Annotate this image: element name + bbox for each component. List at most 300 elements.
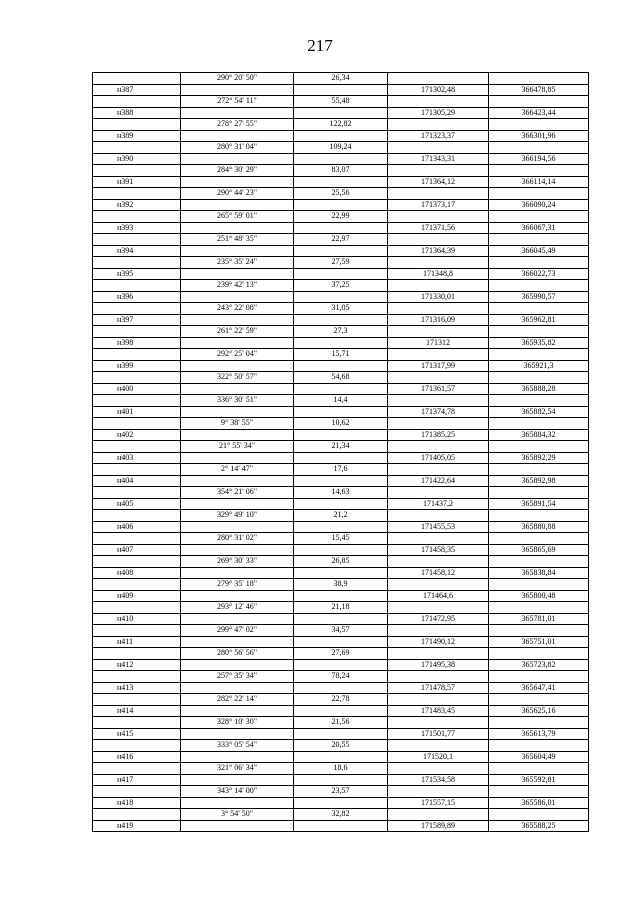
distance-cell: 20,55 xyxy=(294,740,388,752)
x-coordinate-cell: 171364,12 xyxy=(388,176,489,188)
coordinates-table-body xyxy=(93,73,589,832)
x-coordinate-cell xyxy=(388,234,489,246)
y-coordinate-cell xyxy=(489,602,589,614)
x-coordinate-cell xyxy=(388,303,489,315)
point-name-cell xyxy=(93,119,181,131)
point-row xyxy=(93,245,589,257)
distance-cell xyxy=(294,153,388,165)
point-name-cell xyxy=(93,671,181,683)
point-name-cell xyxy=(93,740,181,752)
distance-cell: 23,57 xyxy=(294,786,388,798)
x-coordinate-cell xyxy=(388,395,489,407)
x-coordinate-cell: 171464,6 xyxy=(388,590,489,602)
y-coordinate-cell: 365892,98 xyxy=(489,475,589,487)
y-coordinate-cell xyxy=(489,441,589,453)
bearing-cell xyxy=(181,314,294,326)
y-coordinate-cell xyxy=(489,326,589,338)
x-coordinate-cell xyxy=(388,671,489,683)
segment-row xyxy=(93,96,589,108)
y-coordinate-cell: 365892,29 xyxy=(489,452,589,464)
bearing-cell xyxy=(181,797,294,809)
x-coordinate-cell xyxy=(388,119,489,131)
x-coordinate-cell: 171501,77 xyxy=(388,728,489,740)
distance-cell xyxy=(294,337,388,349)
segment-row xyxy=(93,372,589,384)
bearing-cell xyxy=(181,521,294,533)
point-row xyxy=(93,452,589,464)
point-name-cell: н389 xyxy=(93,130,181,142)
y-coordinate-cell xyxy=(489,464,589,476)
y-coordinate-cell xyxy=(489,73,589,85)
distance-cell: 22,78 xyxy=(294,694,388,706)
segment-row xyxy=(93,625,589,637)
point-row xyxy=(93,636,589,648)
x-coordinate-cell xyxy=(388,464,489,476)
point-row xyxy=(93,682,589,694)
bearing-cell: 321° 06' 34" xyxy=(181,763,294,775)
y-coordinate-cell xyxy=(489,349,589,361)
y-coordinate-cell: 366194,56 xyxy=(489,153,589,165)
segment-row xyxy=(93,165,589,177)
x-coordinate-cell: 171361,57 xyxy=(388,383,489,395)
x-coordinate-cell: 171317,99 xyxy=(388,360,489,372)
x-coordinate-cell: 171472,95 xyxy=(388,613,489,625)
point-row xyxy=(93,521,589,533)
distance-cell: 21,34 xyxy=(294,441,388,453)
x-coordinate-cell xyxy=(388,763,489,775)
point-name-cell: н392 xyxy=(93,199,181,211)
bearing-cell: 292° 25' 04" xyxy=(181,349,294,361)
distance-cell xyxy=(294,406,388,418)
x-coordinate-cell: 171520,1 xyxy=(388,751,489,763)
y-coordinate-cell xyxy=(489,395,589,407)
bearing-cell xyxy=(181,452,294,464)
bearing-cell xyxy=(181,705,294,717)
point-name-cell xyxy=(93,165,181,177)
point-name-cell: н413 xyxy=(93,682,181,694)
bearing-cell xyxy=(181,360,294,372)
distance-cell xyxy=(294,567,388,579)
x-coordinate-cell xyxy=(388,372,489,384)
point-name-cell: н410 xyxy=(93,613,181,625)
distance-cell xyxy=(294,107,388,119)
x-coordinate-cell xyxy=(388,257,489,269)
y-coordinate-cell xyxy=(489,556,589,568)
x-coordinate-cell xyxy=(388,694,489,706)
distance-cell xyxy=(294,590,388,602)
bearing-cell: 257° 35' 34" xyxy=(181,671,294,683)
segment-row xyxy=(93,441,589,453)
bearing-cell xyxy=(181,498,294,510)
point-name-cell xyxy=(93,556,181,568)
distance-cell: 27,3 xyxy=(294,326,388,338)
y-coordinate-cell xyxy=(489,625,589,637)
bearing-cell: 265° 59' 01" xyxy=(181,211,294,223)
bearing-cell: 328° 10' 30" xyxy=(181,717,294,729)
point-row xyxy=(93,774,589,786)
segment-row xyxy=(93,303,589,315)
x-coordinate-cell xyxy=(388,142,489,154)
bearing-cell xyxy=(181,774,294,786)
distance-cell: 22,99 xyxy=(294,211,388,223)
point-name-cell: н405 xyxy=(93,498,181,510)
x-coordinate-cell: 171348,8 xyxy=(388,268,489,280)
x-coordinate-cell: 171478,57 xyxy=(388,682,489,694)
point-name-cell: н407 xyxy=(93,544,181,556)
point-name-cell xyxy=(93,763,181,775)
x-coordinate-cell xyxy=(388,809,489,821)
distance-cell xyxy=(294,176,388,188)
y-coordinate-cell xyxy=(489,372,589,384)
distance-cell: 122,82 xyxy=(294,119,388,131)
x-coordinate-cell: 171557,15 xyxy=(388,797,489,809)
bearing-cell: 278° 27' 55" xyxy=(181,119,294,131)
y-coordinate-cell: 365723,82 xyxy=(489,659,589,671)
distance-cell: 27,59 xyxy=(294,257,388,269)
point-row xyxy=(93,705,589,717)
point-name-cell xyxy=(93,280,181,292)
y-coordinate-cell: 366301,96 xyxy=(489,130,589,142)
bearing-cell xyxy=(181,659,294,671)
y-coordinate-cell xyxy=(489,740,589,752)
bearing-cell: 293° 12' 46" xyxy=(181,602,294,614)
segment-row xyxy=(93,326,589,338)
x-coordinate-cell: 171534,58 xyxy=(388,774,489,786)
segment-row xyxy=(93,464,589,476)
y-coordinate-cell: 366114,14 xyxy=(489,176,589,188)
bearing-cell xyxy=(181,130,294,142)
segment-row xyxy=(93,487,589,499)
y-coordinate-cell xyxy=(489,257,589,269)
y-coordinate-cell xyxy=(489,809,589,821)
bearing-cell: 235° 35' 24" xyxy=(181,257,294,269)
x-coordinate-cell: 171312 xyxy=(388,337,489,349)
x-coordinate-cell xyxy=(388,579,489,591)
distance-cell xyxy=(294,291,388,303)
x-coordinate-cell xyxy=(388,73,489,85)
point-name-cell xyxy=(93,487,181,499)
point-name-cell xyxy=(93,211,181,223)
distance-cell: 15,71 xyxy=(294,349,388,361)
y-coordinate-cell xyxy=(489,763,589,775)
y-coordinate-cell: 365891,54 xyxy=(489,498,589,510)
segment-row xyxy=(93,211,589,223)
y-coordinate-cell xyxy=(489,188,589,200)
point-name-cell: н387 xyxy=(93,84,181,96)
x-coordinate-cell xyxy=(388,211,489,223)
bearing-cell xyxy=(181,383,294,395)
point-name-cell xyxy=(93,303,181,315)
distance-cell xyxy=(294,774,388,786)
point-name-cell: н416 xyxy=(93,751,181,763)
y-coordinate-cell: 365592,81 xyxy=(489,774,589,786)
point-name-cell: н419 xyxy=(93,820,181,832)
distance-cell: 14,63 xyxy=(294,487,388,499)
x-coordinate-cell xyxy=(388,441,489,453)
y-coordinate-cell xyxy=(489,533,589,545)
bearing-cell xyxy=(181,337,294,349)
x-coordinate-cell: 171302,48 xyxy=(388,84,489,96)
bearing-cell xyxy=(181,176,294,188)
bearing-cell xyxy=(181,636,294,648)
distance-cell xyxy=(294,613,388,625)
page-number: 217 xyxy=(307,36,333,55)
distance-cell: 14,4 xyxy=(294,395,388,407)
y-coordinate-cell xyxy=(489,142,589,154)
point-name-cell: н395 xyxy=(93,268,181,280)
y-coordinate-cell xyxy=(489,418,589,430)
x-coordinate-cell xyxy=(388,349,489,361)
segment-row xyxy=(93,257,589,269)
x-coordinate-cell: 171316,09 xyxy=(388,314,489,326)
bearing-cell: 290° 20' 50" xyxy=(181,73,294,85)
x-coordinate-cell: 171483,45 xyxy=(388,705,489,717)
bearing-cell: 333° 05' 54" xyxy=(181,740,294,752)
segment-row xyxy=(93,234,589,246)
point-row xyxy=(93,130,589,142)
y-coordinate-cell: 365781,01 xyxy=(489,613,589,625)
distance-cell xyxy=(294,659,388,671)
bearing-cell: 239° 42' 13" xyxy=(181,280,294,292)
distance-cell: 17,6 xyxy=(294,464,388,476)
bearing-cell: 9° 38' 55" xyxy=(181,418,294,430)
bearing-cell: 290° 44' 23" xyxy=(181,188,294,200)
point-name-cell xyxy=(93,326,181,338)
distance-cell: 26,34 xyxy=(294,73,388,85)
point-name-cell: н402 xyxy=(93,429,181,441)
segment-row xyxy=(93,648,589,660)
point-name-cell: н396 xyxy=(93,291,181,303)
bearing-cell: 354° 21' 06" xyxy=(181,487,294,499)
bearing-cell xyxy=(181,153,294,165)
point-name-cell xyxy=(93,464,181,476)
bearing-cell xyxy=(181,222,294,234)
x-coordinate-cell: 171305,29 xyxy=(388,107,489,119)
y-coordinate-cell: 365838,84 xyxy=(489,567,589,579)
distance-cell xyxy=(294,429,388,441)
distance-cell xyxy=(294,452,388,464)
y-coordinate-cell: 365586,01 xyxy=(489,797,589,809)
distance-cell: 38,9 xyxy=(294,579,388,591)
segment-row xyxy=(93,763,589,775)
distance-cell: 83,07 xyxy=(294,165,388,177)
distance-cell xyxy=(294,544,388,556)
y-coordinate-cell xyxy=(489,579,589,591)
y-coordinate-cell: 365962,81 xyxy=(489,314,589,326)
distance-cell: 21,56 xyxy=(294,717,388,729)
distance-cell xyxy=(294,705,388,717)
segment-row xyxy=(93,533,589,545)
x-coordinate-cell xyxy=(388,533,489,545)
distance-cell: 34,57 xyxy=(294,625,388,637)
point-name-cell: н390 xyxy=(93,153,181,165)
point-name-cell xyxy=(93,717,181,729)
y-coordinate-cell xyxy=(489,234,589,246)
bearing-cell xyxy=(181,567,294,579)
bearing-cell: 280° 56' 56" xyxy=(181,648,294,660)
y-coordinate-cell: 365990,57 xyxy=(489,291,589,303)
distance-cell xyxy=(294,360,388,372)
bearing-cell xyxy=(181,728,294,740)
y-coordinate-cell: 366045,49 xyxy=(489,245,589,257)
distance-cell xyxy=(294,84,388,96)
x-coordinate-cell xyxy=(388,717,489,729)
point-name-cell: н406 xyxy=(93,521,181,533)
point-name-cell xyxy=(93,602,181,614)
x-coordinate-cell xyxy=(388,648,489,660)
segment-row xyxy=(93,142,589,154)
point-name-cell: н394 xyxy=(93,245,181,257)
x-coordinate-cell: 171455,53 xyxy=(388,521,489,533)
x-coordinate-cell: 171374,78 xyxy=(388,406,489,418)
distance-cell: 32,82 xyxy=(294,809,388,821)
point-name-cell: н411 xyxy=(93,636,181,648)
bearing-cell: 261° 22' 59" xyxy=(181,326,294,338)
point-row xyxy=(93,153,589,165)
y-coordinate-cell: 365800,48 xyxy=(489,590,589,602)
y-coordinate-cell: 365884,32 xyxy=(489,429,589,441)
segment-row xyxy=(93,395,589,407)
x-coordinate-cell xyxy=(388,602,489,614)
bearing-cell: 282° 22' 14" xyxy=(181,694,294,706)
point-row xyxy=(93,268,589,280)
y-coordinate-cell xyxy=(489,487,589,499)
bearing-cell: 336° 30' 51" xyxy=(181,395,294,407)
point-row xyxy=(93,429,589,441)
point-name-cell xyxy=(93,372,181,384)
x-coordinate-cell xyxy=(388,740,489,752)
point-row xyxy=(93,659,589,671)
point-name-cell xyxy=(93,73,181,85)
point-name-cell: н397 xyxy=(93,314,181,326)
y-coordinate-cell: 365625,16 xyxy=(489,705,589,717)
point-row xyxy=(93,199,589,211)
y-coordinate-cell: 365588,25 xyxy=(489,820,589,832)
point-name-cell: н414 xyxy=(93,705,181,717)
distance-cell: 18,6 xyxy=(294,763,388,775)
segment-row xyxy=(93,119,589,131)
distance-cell: 31,05 xyxy=(294,303,388,315)
point-row xyxy=(93,314,589,326)
y-coordinate-cell: 365604,49 xyxy=(489,751,589,763)
y-coordinate-cell xyxy=(489,510,589,522)
y-coordinate-cell xyxy=(489,694,589,706)
x-coordinate-cell xyxy=(388,556,489,568)
x-coordinate-cell xyxy=(388,487,489,499)
bearing-cell: 343° 14' 00" xyxy=(181,786,294,798)
point-row xyxy=(93,728,589,740)
distance-cell xyxy=(294,682,388,694)
distance-cell: 78,24 xyxy=(294,671,388,683)
x-coordinate-cell xyxy=(388,625,489,637)
point-name-cell: н412 xyxy=(93,659,181,671)
point-name-cell: н401 xyxy=(93,406,181,418)
point-name-cell xyxy=(93,510,181,522)
point-name-cell xyxy=(93,257,181,269)
coordinates-table xyxy=(92,72,589,832)
point-name-cell xyxy=(93,786,181,798)
distance-cell xyxy=(294,268,388,280)
bearing-cell: 280° 31' 02" xyxy=(181,533,294,545)
distance-cell: 55,48 xyxy=(294,96,388,108)
point-name-cell: н398 xyxy=(93,337,181,349)
point-row xyxy=(93,222,589,234)
bearing-cell xyxy=(181,291,294,303)
segment-row xyxy=(93,671,589,683)
distance-cell xyxy=(294,222,388,234)
y-coordinate-cell: 365647,41 xyxy=(489,682,589,694)
x-coordinate-cell xyxy=(388,188,489,200)
y-coordinate-cell: 366423,44 xyxy=(489,107,589,119)
y-coordinate-cell: 366090,24 xyxy=(489,199,589,211)
x-coordinate-cell: 171364,39 xyxy=(388,245,489,257)
y-coordinate-cell xyxy=(489,303,589,315)
distance-cell xyxy=(294,475,388,487)
point-name-cell xyxy=(93,809,181,821)
segment-row xyxy=(93,556,589,568)
segment-row xyxy=(93,280,589,292)
point-name-cell xyxy=(93,188,181,200)
point-name-cell: н393 xyxy=(93,222,181,234)
point-row xyxy=(93,107,589,119)
distance-cell: 26,85 xyxy=(294,556,388,568)
point-row xyxy=(93,498,589,510)
point-row xyxy=(93,337,589,349)
y-coordinate-cell: 365751,01 xyxy=(489,636,589,648)
point-name-cell: н399 xyxy=(93,360,181,372)
x-coordinate-cell: 171458,12 xyxy=(388,567,489,579)
point-name-cell: н388 xyxy=(93,107,181,119)
distance-cell xyxy=(294,728,388,740)
point-row xyxy=(93,613,589,625)
point-row xyxy=(93,360,589,372)
segment-row xyxy=(93,579,589,591)
y-coordinate-cell: 365613,79 xyxy=(489,728,589,740)
x-coordinate-cell: 171495,38 xyxy=(388,659,489,671)
x-coordinate-cell: 171589,89 xyxy=(388,820,489,832)
distance-cell: 27,69 xyxy=(294,648,388,660)
bearing-cell xyxy=(181,613,294,625)
bearing-cell: 21° 55' 34" xyxy=(181,441,294,453)
y-coordinate-cell xyxy=(489,648,589,660)
point-row xyxy=(93,291,589,303)
segment-row xyxy=(93,809,589,821)
segment-row xyxy=(93,717,589,729)
segment-row xyxy=(93,188,589,200)
point-row xyxy=(93,567,589,579)
point-name-cell xyxy=(93,533,181,545)
segment-row xyxy=(93,418,589,430)
distance-cell xyxy=(294,383,388,395)
point-row xyxy=(93,751,589,763)
x-coordinate-cell: 171385,25 xyxy=(388,429,489,441)
point-name-cell: н415 xyxy=(93,728,181,740)
bearing-cell xyxy=(181,199,294,211)
bearing-cell xyxy=(181,820,294,832)
segment-row xyxy=(93,602,589,614)
bearing-cell: 243° 22' 08" xyxy=(181,303,294,315)
y-coordinate-cell: 365921,3 xyxy=(489,360,589,372)
distance-cell xyxy=(294,498,388,510)
y-coordinate-cell: 365882,54 xyxy=(489,406,589,418)
x-coordinate-cell xyxy=(388,418,489,430)
distance-cell: 22,97 xyxy=(294,234,388,246)
x-coordinate-cell xyxy=(388,165,489,177)
segment-row xyxy=(93,73,589,85)
y-coordinate-cell xyxy=(489,717,589,729)
bearing-cell xyxy=(181,751,294,763)
point-row xyxy=(93,797,589,809)
